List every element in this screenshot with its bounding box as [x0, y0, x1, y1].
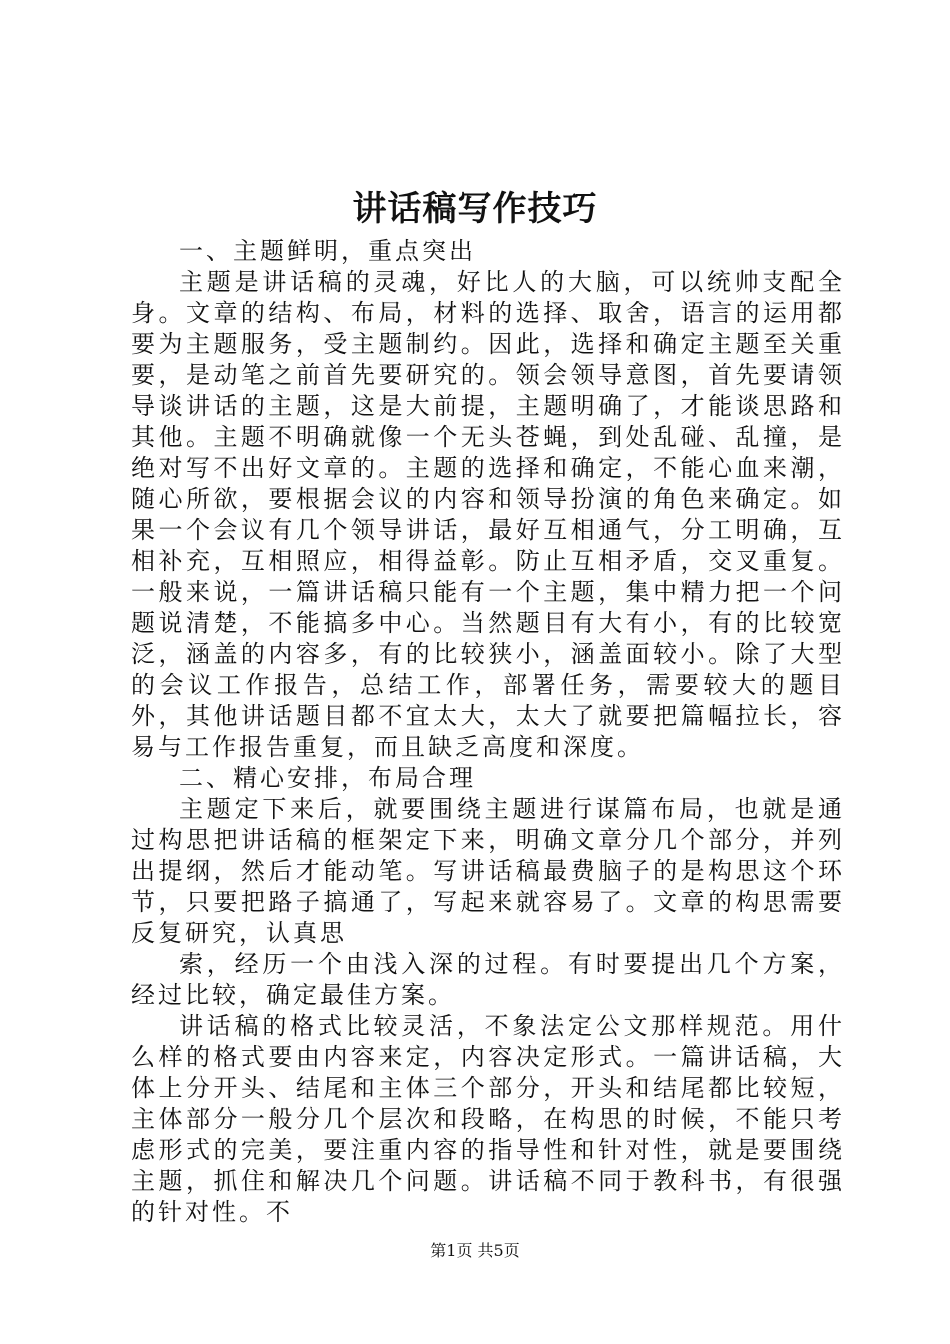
paragraph: 主题是讲话稿的灵魂，好比人的大脑，可以统帅支配全身。文章的结构、布局，材料的选择、取舍，语言的运用都要为主题服务，受主题制约。因此，选择和确定主题至关重要，是动笔之前首先要研究的。领会领导意图，首先要请领导谈讲话的主题，这是大前提，主题明确了，才能谈思路和其他。主题不明确就像一个无头苍蝇，到处乱碰、乱撞，是绝对写不出好文章的。主题的选择和确定，不能心血来潮，随心所欲，要根据会议的内容和领导扮演的角色来确定。如果一个会议有几个领导讲话，最好互相通气，分工明确，互相补充，互相照应，相得益彰。防止互相矛盾，交叉重复。一般来说，一篇讲话稿只能有一个主题，集中精力把一个问题说清楚，不能搞多中心。当然题目有大有小，有的比较宽泛，涵盖的内容多，有的比较狭小，涵盖面较小。除了大型的会议工作报告，总结工作，部署任务，需要较大的题目外，其他讲话题目都不宜太大，太大了就要把篇幅拉长，容易与工作报告重复，而且缺乏高度和深度。: [131, 268, 845, 761]
paragraph: 讲话稿的格式比较灵活，不象法定公文那样规范。用什么样的格式要由内容来定，内容决定形式。一篇讲话稿，大体上分开头、结尾和主体三个部分，开头和结尾都比较短，主体部分一般分几个层次和段略，在构思的时候，不能只考虑形式的完美，要注重内容的指导性和针对性，就是要围绕主题，抓住和解决几个问题。讲话稿不同于教科书，有很强的针对性。不: [131, 1012, 845, 1226]
page-footer: 第1页 共5页: [430, 1241, 520, 1260]
page-title: 讲话稿写作技巧: [352, 189, 598, 229]
section-heading: 一、主题鲜明，重点突出: [179, 237, 476, 265]
document-body: [131, 236, 845, 1228]
paragraph: 索，经历一个由浅入深的过程。有时要提出几个方案，经过比较，确定最佳方案。: [131, 950, 845, 1009]
paragraph: 主题定下来后，就要围绕主题进行谋篇布局，也就是通过构思把讲话稿的框架定下来，明确文章分几个部分，并列出提纲，然后才能动笔。写讲话稿最费脑子的是构思这个环节，只要把路子搞通了，写起来就容易了。文章的构思需要反复研究，认真思: [131, 795, 845, 947]
section-heading: 二、精心安排，布局合理: [179, 764, 476, 792]
